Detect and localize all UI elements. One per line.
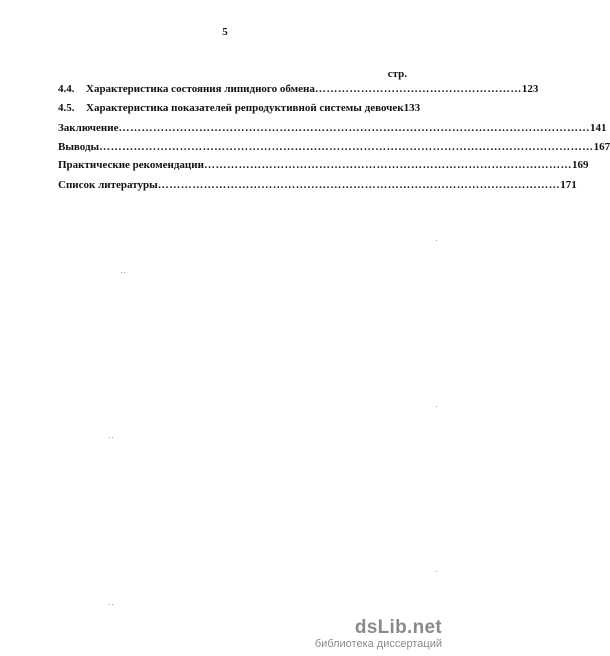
scan-speck	[436, 571, 437, 572]
toc-entry-title: Практические рекомендации	[58, 159, 204, 171]
toc-entry-dots: ……………………………………………………………………………………	[203, 159, 572, 171]
toc-entry-references	[58, 178, 577, 192]
toc-entry-findings	[58, 140, 610, 154]
toc-entry-recommendations	[58, 158, 589, 172]
scan-speck	[112, 437, 113, 438]
toc-entry-conclusion	[58, 121, 607, 135]
toc-entry-page: 133	[403, 102, 421, 114]
toc-entry-dots: ……………………………………………………………………………………………	[157, 179, 561, 191]
toc-entry-dots: …………………………………………………………………………………………………………………	[99, 141, 594, 153]
toc-entry-title: Заключение	[58, 122, 119, 134]
scan-speck	[109, 437, 110, 438]
toc-entry-page: 169	[571, 159, 589, 171]
watermark-subtitle: библиотека диссертаций	[314, 638, 442, 650]
toc-entry-page: 123	[521, 83, 539, 95]
watermark-logo: dsLib.net	[354, 617, 442, 638]
toc-entry-4-5	[58, 101, 421, 115]
toc-entry-number: 4.5.	[58, 102, 75, 114]
scan-speck	[112, 604, 113, 605]
scan-speck	[124, 272, 125, 273]
toc-entry-title: Характеристика состояния липидного обмена	[86, 83, 315, 95]
page-column-label: стр.	[387, 68, 407, 80]
scan-speck	[121, 272, 122, 273]
scan-speck	[436, 406, 437, 407]
toc-entry-number: 4.4.	[58, 83, 75, 95]
toc-entry-page: 141	[589, 122, 607, 134]
toc-entry-page: 167	[593, 141, 610, 153]
toc-entry-page: 171	[560, 179, 577, 191]
toc-entry-dots: ………………………………………………	[314, 83, 522, 95]
scan-speck	[436, 240, 437, 241]
toc-entry-title: Выводы	[58, 141, 100, 153]
dslib-watermark	[315, 618, 442, 650]
toc-entry-title: Список литературы	[58, 179, 158, 191]
toc-entry-4-4	[58, 82, 539, 96]
toc-entry-dots: ……………………………………………………………………………………………………………	[118, 122, 590, 134]
scan-speck	[109, 604, 110, 605]
page-number: 5	[222, 26, 228, 38]
toc-entry-title: Характеристика показателей репродуктивной системы девочек	[86, 102, 404, 114]
